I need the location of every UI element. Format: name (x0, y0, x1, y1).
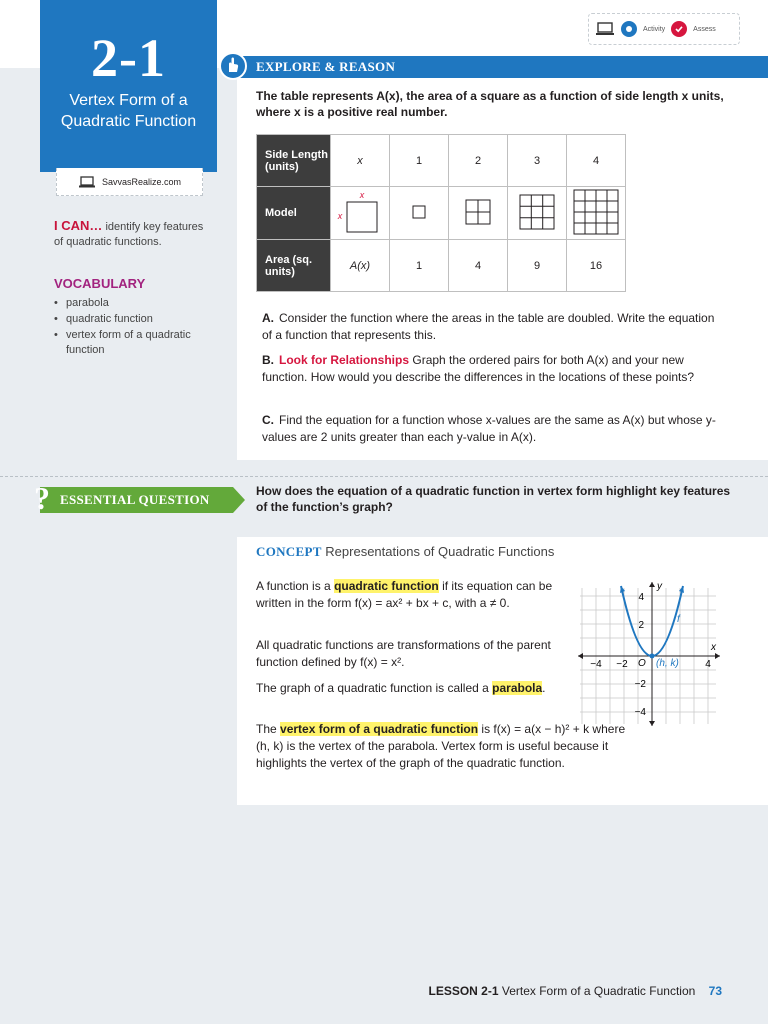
concept-keyword: CONCEPT (256, 544, 322, 559)
question-a (262, 310, 722, 344)
laptop-icon (78, 176, 96, 188)
y-tick-label: 4 (638, 592, 644, 603)
concept-heading (256, 544, 554, 560)
essential-question-label-text: ESSENTIAL QUESTION (60, 492, 210, 507)
area-table (256, 134, 626, 292)
question-b-label: B. (262, 353, 274, 367)
vocabulary-list (54, 296, 214, 359)
vocab-item: • quadratic function (54, 312, 214, 327)
table-cell: 4 (567, 135, 626, 187)
table-cell: 2 (449, 135, 508, 187)
model-2 (449, 187, 508, 240)
table-cell: 16 (567, 240, 626, 292)
term-parabola: parabola (492, 681, 543, 695)
tools-box (588, 13, 740, 45)
laptop-icon[interactable] (595, 22, 615, 36)
p3-pre: The graph of a quadratic function is called a (256, 681, 489, 695)
p1-post: if its equation can be written in the form f(x) = ax² + bx + c, with a ≠ 0. (256, 579, 553, 610)
y-tick-label: 2 (638, 620, 644, 631)
model-square-x (334, 189, 386, 235)
graph-y-label: y (657, 581, 662, 592)
x-tick-label: 4 (705, 659, 711, 670)
table-cell: 4 (449, 240, 508, 292)
concept-paragraph-1 (256, 578, 562, 612)
lesson-number: 2-1 (91, 28, 166, 88)
parabola-graph (576, 580, 724, 728)
model-3 (508, 187, 567, 240)
lesson-title: Vertex Form of a Quadratic Function (60, 92, 197, 130)
vocab-item: • vertex form of a quadratic function (54, 328, 214, 358)
y-tick-label: −2 (634, 679, 646, 690)
concept-paragraph-2: All quadratic functions are transformations of the parent function defined by f(x) = x². (256, 638, 551, 669)
model-label-side: x (337, 210, 343, 221)
page-number: 73 (708, 984, 722, 998)
question-c-label: C. (262, 413, 274, 427)
model-label-top: x (359, 189, 365, 200)
table-cell: x (331, 135, 390, 187)
p3-post: . (542, 681, 546, 695)
term-vertex-form: vertex form of a quadratic function (280, 722, 479, 736)
vocab-item: • parabola (54, 296, 214, 311)
vertex-label: (h, k) (656, 658, 679, 669)
row-header: Side Length (units) (257, 135, 331, 187)
activity-icon[interactable] (621, 21, 637, 37)
table-cell: A(x) (331, 240, 390, 292)
table-cell: 1 (390, 240, 449, 292)
savvas-link[interactable] (56, 168, 203, 196)
model-x (331, 187, 390, 240)
concept-paragraph-4 (256, 721, 636, 772)
concept-title: Representations of Quadratic Functions (325, 544, 555, 559)
hand-icon (218, 51, 248, 81)
footer-lesson: LESSON 2-1 (428, 984, 499, 998)
graph-origin: O (638, 658, 646, 669)
activity-label[interactable]: Activity (643, 25, 666, 33)
x-tick-label: −4 (590, 659, 602, 670)
question-mark-icon: ? (34, 480, 50, 516)
assess-icon[interactable] (671, 21, 687, 37)
divider (0, 476, 768, 477)
lesson-banner (40, 0, 217, 172)
essential-question-arrow (233, 487, 245, 513)
p4-pre: The (256, 722, 277, 736)
p4-post: is f(x) = a(x − h)² + k where (h, k) is the vertex of the parabola. Vertex form is useful because it highlights the vertex of the graph of the quadratic function. (256, 722, 626, 770)
page-footer (429, 984, 723, 998)
term-quadratic-function: quadratic function (334, 579, 439, 593)
explore-heading: EXPLORE & REASON (238, 56, 768, 78)
model-4 (567, 187, 626, 240)
question-b (262, 352, 722, 386)
row-header: Model (257, 187, 331, 240)
graph-f-label: f (677, 614, 680, 625)
table-cell: 1 (390, 135, 449, 187)
model-1 (390, 187, 449, 240)
table-cell: 9 (508, 240, 567, 292)
x-tick-label: −2 (616, 659, 628, 670)
question-a-label: A. (262, 311, 274, 325)
vocabulary-heading: VOCABULARY (54, 276, 146, 291)
row-header: Area (sq. units) (257, 240, 331, 292)
ican-label: I CAN… (54, 218, 103, 233)
assess-label[interactable]: Assess (693, 25, 716, 33)
ican-block (54, 218, 204, 250)
question-b-text: Graph the ordered pairs for both A(x) and your new function. How would you describe the differences in the locations of these points? (262, 353, 695, 384)
question-a-text: Consider the function where the areas in the table are doubled. Write the equation of a function that represents this. (262, 311, 715, 342)
p1-pre: A function is a (256, 579, 331, 593)
savvas-label: SavvasRealize.com (101, 176, 182, 187)
explore-intro: The table represents A(x), the area of a square as a function of side length x units, where x is a positive real number. (256, 89, 724, 119)
question-b-highlight: Look for Relationships (279, 353, 410, 367)
essential-question-text: How does the equation of a quadratic function in vertex form highlight key features of the function’s graph? (256, 484, 731, 514)
table-cell: 3 (508, 135, 567, 187)
question-c-text: Find the equation for a function whose x-values are the same as A(x) but whose y-values are 2 units greater than each y-value in A(x). (262, 413, 716, 444)
graph-x-label: x (711, 642, 716, 653)
footer-title: Vertex Form of a Quadratic Function (501, 984, 696, 998)
essential-question-label (40, 487, 233, 513)
question-c (262, 412, 722, 446)
y-tick-label: −4 (634, 707, 646, 718)
ican-text: identify key features of quadratic functions. (54, 221, 204, 248)
concept-paragraph-3 (256, 680, 556, 697)
